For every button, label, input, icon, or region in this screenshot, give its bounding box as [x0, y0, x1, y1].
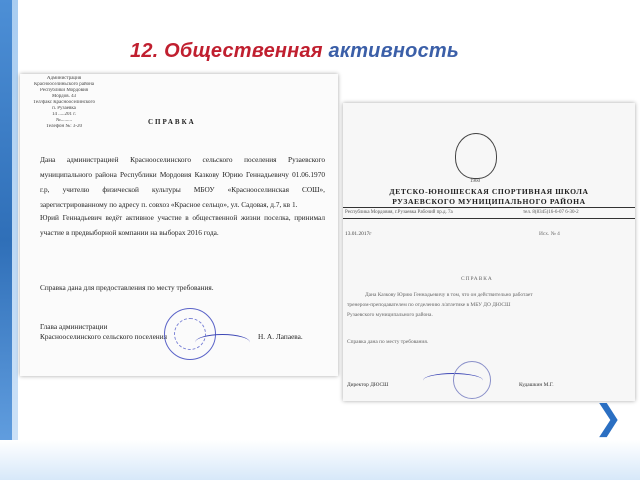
- stamp-line: Мордов. 43: [51, 94, 77, 99]
- slide-title: [130, 40, 459, 63]
- director-name: Кудашкин М.Г.: [519, 382, 554, 388]
- document-purpose: Справка дана для предоставления по месту требования.: [40, 283, 214, 292]
- signer-title-line-2: Краснооселинского сельского поселения: [40, 332, 167, 341]
- school-phone: тел. 8(8345)16-6-07 6-30-2: [523, 210, 579, 215]
- stamp-line: Администрация: [46, 76, 82, 81]
- signer-name: Н. А. Лапаева.: [258, 332, 303, 341]
- corner-stamp: [23, 76, 105, 130]
- header-rule-2: [343, 218, 635, 219]
- stamp-line: №.........: [55, 118, 73, 123]
- school-address: Республика Мордовия, г.Рузаевка Рабочий пр.д. 7а: [345, 210, 453, 215]
- document-paragraph-2: Юрий Геннадьевич ведёт активное участие в общественной жизни поселка, принимал участие в предвыборной компании на выборах 2016 года.: [40, 213, 325, 237]
- stamp-line: Республики Мордовия: [40, 88, 88, 93]
- school-name-line-1: ДЕТСКО-ЮНОШЕСКАЯ СПОРТИВНАЯ ШКОЛА: [389, 187, 589, 196]
- school-emblem-caption: 1960: [470, 179, 480, 184]
- stamp-line: п. Рузаевка: [52, 106, 76, 111]
- stamp-line: Краснооселиньского района: [33, 82, 95, 87]
- slide-left-accent-bar-light: [12, 0, 18, 480]
- next-slide-chevron-icon[interactable]: ❯: [594, 398, 623, 438]
- document-heading: СПРАВКА: [461, 276, 493, 282]
- slide-title-rest: активность: [328, 40, 459, 62]
- school-name-line-2: РУЗАЕВСКОГО МУНИЦИПАЛЬНОГО РАЙОНА: [392, 197, 586, 206]
- stamp-line: Телефон №: 3-20: [45, 124, 83, 129]
- signature-icon: [195, 334, 250, 351]
- document-purpose: Справка дана по месту требования.: [347, 339, 429, 345]
- header-rule: [343, 207, 635, 208]
- slide-bottom-gradient: [0, 440, 640, 480]
- document-paragraph-1: Дана администрацией Краснооселинского сельского поселения Рузаевского муниципального района Республики Мордовия Казкову Юрию Геннадьевичу 01.06.1970 г.р, учителю физической культуры МБОУ «Краснооселинская СОШ», зарегистрированному по адресу п. совхоз «Красное сельцо», ул. Садовая, д.7, кв 1.: [40, 155, 325, 209]
- school-emblem-icon: [455, 133, 497, 179]
- document-ref: Исх. № 4: [539, 231, 560, 237]
- slide-left-accent-bar: [0, 0, 12, 480]
- body-line: тренером-преподавателем по отделению л/атлетике в МБУ ДО ДЮСШ: [347, 302, 511, 308]
- body-line: Рузаевского муниципального района.: [347, 312, 433, 318]
- stamp-line: 14 .....201 г.: [52, 112, 76, 117]
- slide-title-number: 12.: [130, 40, 159, 62]
- certificate-document-administration: [20, 74, 338, 376]
- stamp-line: Тел/факс Краснооселинского: [33, 100, 95, 105]
- round-seal-icon: [453, 361, 491, 399]
- slide-title-bold: Общественная: [164, 40, 323, 62]
- document-heading: СПРАВКА: [148, 118, 196, 126]
- signer-title-line-1: Глава администрации: [40, 322, 108, 331]
- body-line: Дана Казкову Юрию Геннадьевичу в том, что он действительно работает: [365, 292, 533, 298]
- certificate-document-sport-school: [343, 103, 635, 401]
- document-date: 13.01.2017г: [345, 231, 372, 237]
- director-label: Директор ДЮСШ: [347, 382, 389, 388]
